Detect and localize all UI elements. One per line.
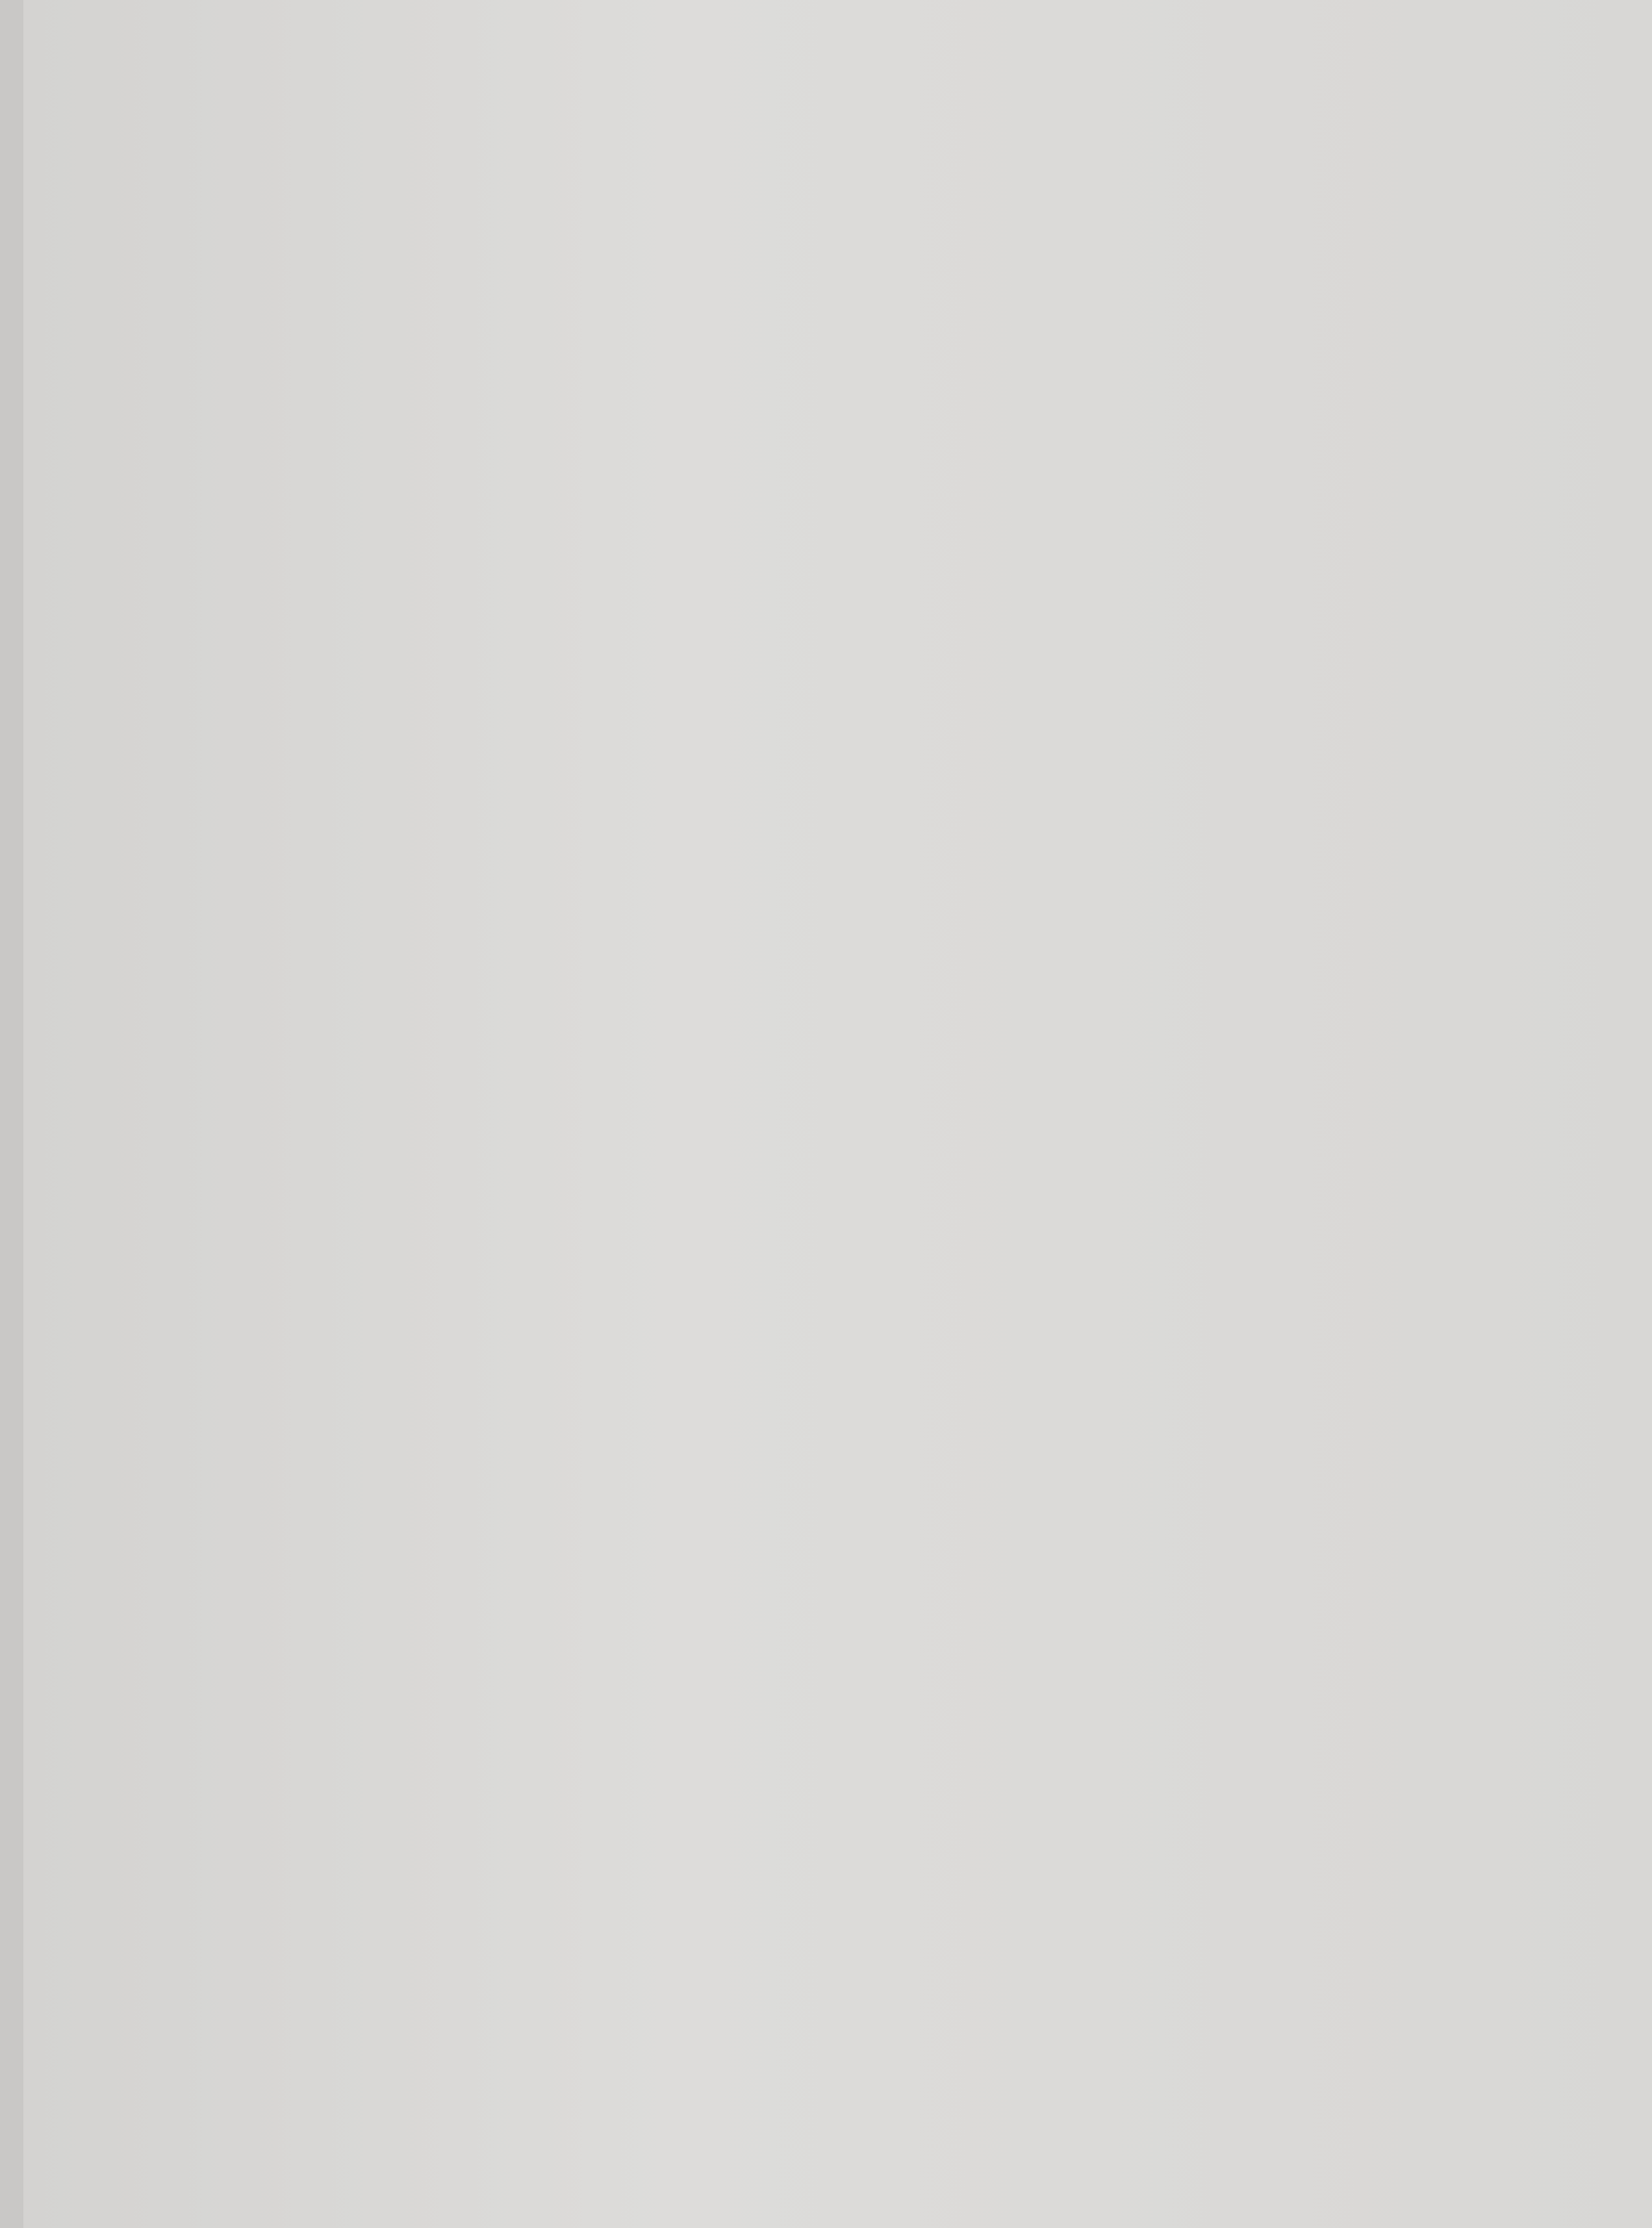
rotated-table-page <box>23 0 1652 2228</box>
scanned-page <box>23 0 1652 2228</box>
